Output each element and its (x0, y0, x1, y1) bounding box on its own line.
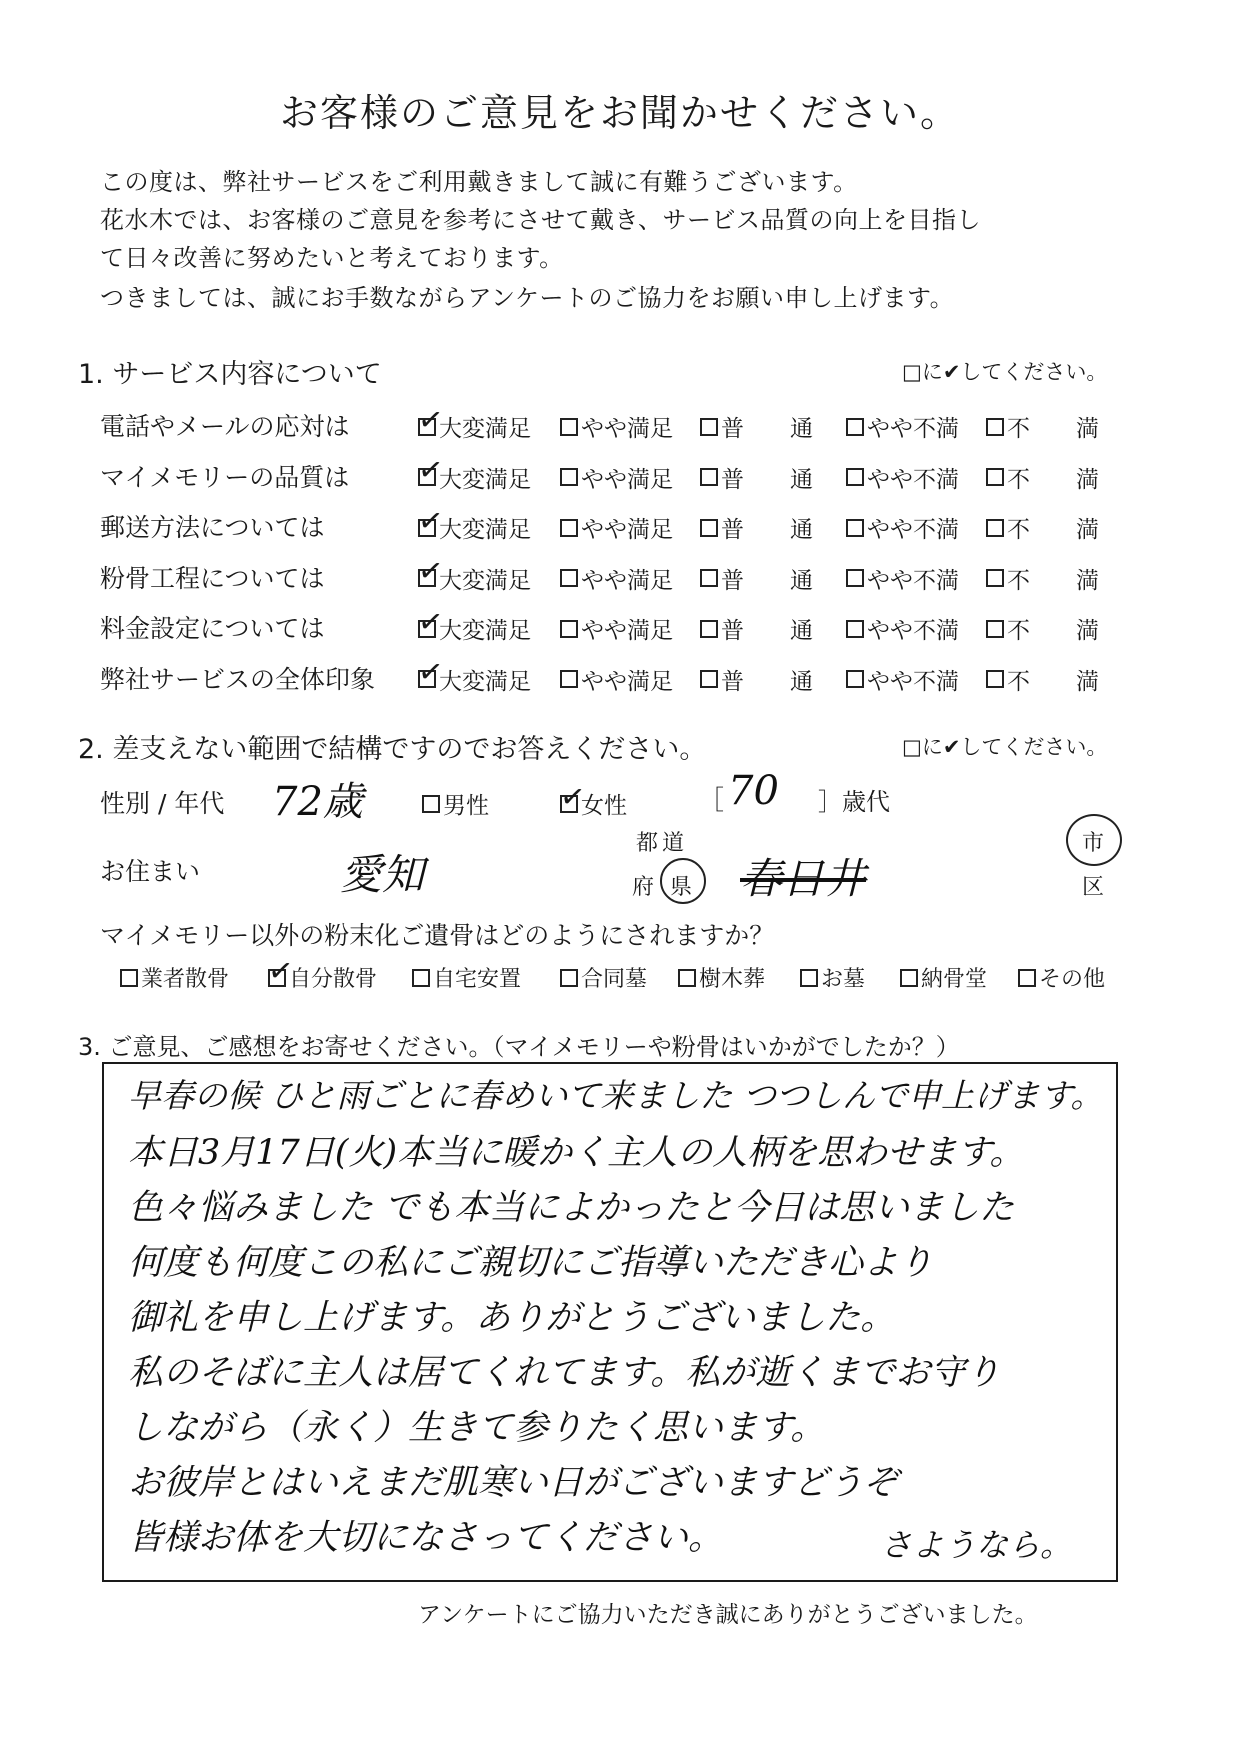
rating-option[interactable] (560, 461, 673, 494)
rating-checkbox[interactable] (415, 653, 446, 692)
rating-checkbox[interactable] (415, 552, 446, 591)
intro-line: この度は、弊社サービスをご利用戴きまして誠に有難うございます。 (100, 168, 858, 196)
rating-checkbox[interactable] (560, 418, 578, 436)
rating-option-label: 大変満足 (439, 567, 531, 594)
check-mark-icon: ✓ (415, 400, 446, 440)
check-mark-icon: ✓ (415, 602, 446, 642)
rating-option[interactable] (415, 552, 531, 595)
rating-checkbox[interactable] (846, 620, 864, 638)
check-mark-icon: ✓ (415, 552, 446, 591)
rating-option-label: 普 通 (721, 567, 813, 594)
remains-option[interactable] (900, 962, 987, 993)
remains-checkbox[interactable] (120, 969, 138, 987)
rating-checkbox[interactable] (560, 468, 578, 486)
rating-option[interactable] (415, 501, 531, 544)
question-label: 粉骨工程については (100, 563, 325, 593)
remains-option[interactable] (120, 962, 229, 993)
to-do-label: 都道 (636, 831, 689, 856)
remains-option-label: 自分散骨 (289, 967, 378, 992)
remains-checkbox[interactable] (900, 969, 918, 987)
rating-option-label: 不 満 (1007, 466, 1099, 493)
remains-option-label: 自宅安置 (433, 967, 522, 992)
rating-option[interactable] (700, 461, 813, 494)
rating-option[interactable] (700, 612, 813, 645)
remains-option-label: その他 (1039, 967, 1106, 992)
rating-checkbox[interactable] (560, 670, 578, 688)
rating-option-label: やや不満 (867, 668, 959, 695)
check-mark-icon: ✓ (557, 777, 588, 817)
closing-handwritten: さようなら。 (880, 1526, 1073, 1564)
rating-checkbox[interactable] (986, 670, 1004, 688)
check-mark-icon: ✓ (415, 451, 446, 490)
footer-thanks: アンケートにご協力いただき誠にありがとうございました。 (418, 1602, 1038, 1628)
female-option[interactable]: ✓ 女性 (557, 777, 627, 819)
rating-checkbox[interactable] (846, 418, 864, 436)
rating-option[interactable] (700, 511, 813, 544)
male-option[interactable]: 男性 (422, 787, 489, 820)
rating-option[interactable] (415, 602, 531, 645)
check-mark-icon: ✓ (415, 653, 446, 692)
comment-line: 私のそばに主人は居てくれてます。私が逝くまでお守り (128, 1353, 1001, 1393)
rating-option[interactable] (700, 410, 813, 443)
rating-option[interactable] (560, 410, 673, 443)
rating-option-label: 大変満足 (439, 416, 531, 442)
rating-option[interactable] (415, 653, 531, 696)
rating-option-label: やや満足 (581, 668, 673, 695)
rating-checkbox[interactable] (846, 569, 864, 587)
remains-checkbox[interactable] (678, 969, 696, 987)
comment-line: 御礼を申し上げます。ありがとうございました。 (128, 1298, 896, 1338)
prefecture-handwritten: 愛知 (340, 850, 425, 899)
rating-checkbox[interactable] (415, 501, 446, 541)
rating-option[interactable] (415, 400, 531, 443)
remains-option[interactable] (800, 962, 865, 993)
rating-option-label: 大変満足 (439, 517, 531, 543)
rating-option-label: 普 通 (721, 416, 813, 442)
decade-handwritten: 70 (728, 768, 779, 814)
rating-option[interactable] (846, 410, 959, 443)
remains-option[interactable] (412, 962, 521, 993)
rating-checkbox[interactable] (986, 620, 1004, 638)
rating-checkbox[interactable] (700, 670, 718, 688)
rating-option-label: やや満足 (581, 466, 673, 493)
age-handwritten: 72歳 (272, 779, 363, 825)
rating-checkbox[interactable] (986, 569, 1004, 587)
remains-question: マイメモリー以外の粉末化ご遺骨はどのようにされますか？ (100, 921, 775, 950)
rating-option[interactable] (700, 663, 813, 696)
decade-suffix: ］歳代 (818, 788, 890, 816)
female-checkbox[interactable] (557, 777, 588, 817)
rating-option-label: やや不満 (867, 466, 959, 493)
rating-option-label: 大変満足 (439, 668, 531, 695)
rating-option-label: 不 満 (1007, 517, 1099, 543)
rating-option-label: やや満足 (581, 416, 673, 442)
rating-option[interactable] (415, 451, 531, 494)
comment-line: しながら（永く）生きて参りたく思います。 (128, 1408, 826, 1448)
rating-option-label: やや満足 (581, 567, 673, 594)
rating-option[interactable] (986, 562, 1099, 595)
comment-line: 皆様お体を大切になさってください。 (128, 1518, 724, 1558)
rating-checkbox[interactable] (560, 519, 578, 537)
comment-line: 早春の候 ひと雨ごとに春めいて来ました つつしんで申上げます。 (128, 1076, 1104, 1115)
rating-option-label: 普 通 (721, 466, 813, 493)
section2-hint: □に✔してください。 (902, 735, 1108, 759)
question-label: 郵送方法については (100, 513, 325, 542)
intro-line: つきましては、誠にお手数ながらアンケートのご協力をお願い申し上げます。 (100, 284, 955, 312)
rating-option[interactable] (986, 511, 1099, 544)
rating-option[interactable] (560, 612, 673, 645)
rating-checkbox[interactable] (986, 418, 1004, 436)
rating-option[interactable] (560, 562, 673, 595)
rating-checkbox[interactable] (700, 468, 718, 486)
rating-option[interactable] (560, 511, 673, 544)
question-label: 弊社サービスの全体印象 (100, 664, 376, 694)
ken-label: 県 (670, 875, 693, 900)
section1-heading: 1. サービス内容について (78, 359, 382, 390)
remains-option-label: 樹木葬 (699, 967, 766, 992)
rating-checkbox[interactable] (986, 519, 1004, 537)
rating-option[interactable] (700, 562, 813, 595)
rating-option[interactable] (986, 461, 1099, 494)
question-label: 料金設定については (100, 614, 325, 643)
section3-heading: 3. ご意見、ご感想をお寄せください。（マイメモリーや粉骨はいかがでしたか？） (78, 1033, 960, 1061)
remains-checkbox[interactable] (412, 969, 430, 987)
question-label: 電話やメールの応対は (100, 412, 350, 441)
rating-checkbox[interactable] (846, 519, 864, 537)
rating-checkbox[interactable] (415, 451, 446, 490)
rating-option-label: 不 満 (1007, 416, 1099, 442)
remains-checkbox[interactable] (1018, 969, 1036, 987)
rating-option-label: やや不満 (867, 567, 959, 594)
rating-checkbox[interactable] (560, 569, 578, 587)
remains-option-label: 納骨堂 (921, 967, 988, 992)
rating-option-label: 普 通 (721, 517, 813, 543)
rating-checkbox[interactable] (846, 468, 864, 486)
rating-option[interactable] (846, 511, 959, 544)
remains-option[interactable] (265, 951, 378, 993)
remains-option[interactable] (1018, 962, 1105, 993)
rating-option[interactable] (846, 562, 959, 595)
rating-checkbox[interactable] (986, 468, 1004, 486)
intro-line: 花水木では、お客様のご意見を参考にさせて戴き、サービス品質の向上を目指し (100, 206, 982, 234)
rating-option[interactable] (846, 612, 959, 645)
male-checkbox[interactable] (422, 795, 440, 813)
remains-checkbox[interactable] (560, 969, 578, 987)
check-mark-icon: ✓ (265, 951, 296, 991)
remains-checkbox[interactable] (800, 969, 818, 987)
remains-option-label: 合同墓 (581, 967, 648, 992)
comment-line: お彼岸とはいえまだ肌寒い日がございますどうぞ (128, 1463, 899, 1503)
rating-option[interactable] (986, 410, 1099, 443)
rating-checkbox[interactable] (415, 602, 446, 642)
remains-option-label: 業者散骨 (141, 967, 230, 992)
rating-option[interactable] (986, 663, 1099, 696)
rating-option[interactable] (560, 663, 673, 696)
comment-line: 色々悩みました でも本当によかったと今日は思いました (128, 1188, 1015, 1228)
rating-option-label: やや不満 (867, 517, 959, 543)
comment-line: 本日3月17日(火)本当に暖かく主人の人柄を思わせます。 (128, 1133, 1025, 1173)
shi-label: 市 (1082, 831, 1105, 856)
rating-option-label: 普 通 (721, 618, 813, 644)
rating-option[interactable] (846, 663, 959, 696)
rating-option-label: やや不満 (867, 416, 959, 442)
rating-option-label: 不 満 (1007, 668, 1099, 695)
rating-checkbox[interactable] (700, 519, 718, 537)
residence-label: お住まい (100, 857, 201, 886)
rating-option-label: やや不満 (867, 618, 959, 644)
page-title: お客様のご意見をお聞かせください。 (279, 91, 960, 135)
rating-checkbox[interactable] (700, 569, 718, 587)
check-mark-icon: ✓ (415, 501, 446, 541)
rating-option-label: 大変満足 (439, 466, 531, 493)
rating-option[interactable] (986, 612, 1099, 645)
rating-option-label: 不 満 (1007, 567, 1099, 594)
rating-checkbox[interactable] (415, 400, 446, 440)
comment-line: 何度も何度この私にご親切にご指導いただき心より (128, 1243, 934, 1283)
section2-heading: 2. 差支えない範囲で結構ですのでお答えください。 (78, 734, 707, 765)
remains-checkbox[interactable] (265, 951, 296, 991)
rating-option-label: 不 満 (1007, 618, 1099, 644)
ku-label: 区 (1082, 875, 1105, 900)
remains-option[interactable] (560, 962, 647, 993)
intro-line: て日々改善に努めたいと考えております。 (100, 244, 564, 272)
rating-option-label: 大変満足 (439, 618, 531, 644)
question-label: マイメモリーの品質は (100, 462, 350, 492)
rating-option-label: やや満足 (581, 618, 673, 644)
rating-checkbox[interactable] (700, 620, 718, 638)
rating-checkbox[interactable] (846, 670, 864, 688)
rating-checkbox[interactable] (700, 418, 718, 436)
section1-hint: □に✔してください。 (902, 360, 1108, 384)
rating-option-label: やや満足 (581, 517, 673, 543)
decade-open: ［ (698, 786, 725, 816)
remains-option-label: お墓 (821, 967, 866, 992)
rating-checkbox[interactable] (560, 620, 578, 638)
gender-age-label: 性別 / 年代 (100, 789, 225, 818)
remains-option[interactable] (678, 962, 765, 993)
rating-option[interactable] (846, 461, 959, 494)
fu-label: 府 (632, 875, 655, 900)
rating-option-label: 普 通 (721, 668, 813, 695)
city-handwritten: 春日井 (740, 854, 867, 903)
